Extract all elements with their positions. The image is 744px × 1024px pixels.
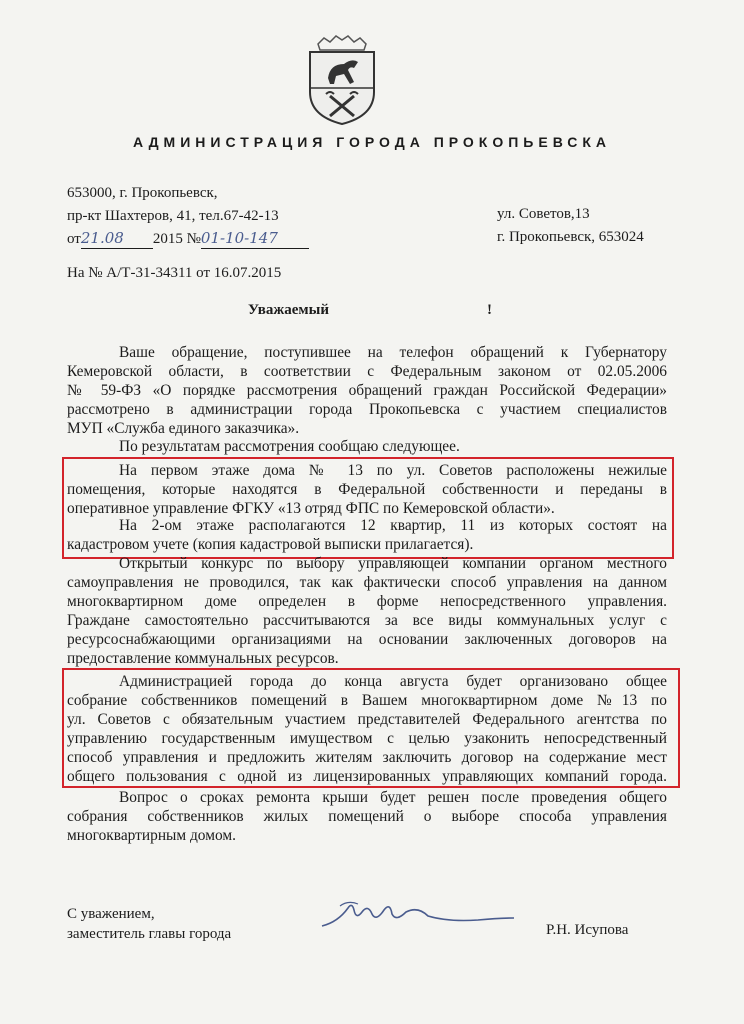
paragraph-3 [67,461,667,518]
text-line: самоуправления не проводился, так как фактически способ управления на данном [67,574,667,591]
outgoing-date-number [67,229,309,249]
organization-name: АДМИНИСТРАЦИЯ ГОРОДА ПРОКОПЬЕВСКА [132,134,612,150]
paragraph-6 [67,672,667,786]
signatory-name: Р.Н. Исупова [546,922,629,938]
text-line: помещения, которые находятся в Федеральной собственности и переданы в [67,481,667,498]
text-line: Граждане самостоятельно рассчитываются за все виды коммунальных услуг с [67,612,667,629]
text-line: ул. Советов с обязательным участием представителей Федерального агентства по [67,711,667,728]
city-crest-emblem [300,30,384,128]
paragraph-2: По результатам рассмотрения сообщаю следующее. [119,438,460,455]
closing-phrase: С уважением, [67,906,155,922]
greeting-word: Уважаемый [248,302,329,318]
number-handwritten-field [201,229,309,249]
text-line: Кемеровской области, в соответствии с Федеральным законом от 02.05.2006 [67,363,667,380]
text-line: Вопрос о сроках ремонта крыши будет решен после проведения общего [119,789,667,806]
paragraph-4 [67,516,667,554]
text-line: общего пользования с одной из лицензированных управляющих компаний города. [67,768,667,785]
text-line: способ управления и предложить жителям заключить договор на содержание мест [67,749,667,766]
date-handwritten: 21.08 [80,229,124,247]
text-line: управлению государственным имуществом с целью узаконить непосредственный [67,730,667,747]
text-line: предоставление коммунальных ресурсов. [67,650,339,667]
date-handwritten-field [81,229,153,249]
number-prefix: № [186,231,201,247]
text-line: № 59-ФЗ «О порядке рассмотрения обращений граждан Российской Федерации» [67,382,667,399]
text-line: На первом этаже дома № 13 по ул. Советов расположены нежилые [119,462,667,479]
greeting-mark: ! [487,302,492,318]
paragraph-5 [67,554,667,668]
text-line: собрания собственников жилых помещений о выборе способа управления [67,808,667,825]
text-line: На 2-ом этаже располагаются 12 квартир, 11 из которых состоят на [119,517,667,534]
paragraph-1 [67,343,667,438]
year: 2015 [152,231,183,247]
recipient-address-line1: ул. Советов,13 [497,206,590,222]
text-line: Открытый конкурс по выбору управляющей компании органом местного [119,555,667,572]
paragraph-7 [67,788,667,845]
recipient-address-line2: г. Прокопьевск, 653024 [497,229,644,245]
text-line: рассмотрено в администрации города Прокопьевска с участием специалистов [67,401,667,418]
sender-address-line1: 653000, г. Прокопьевск, [67,185,218,201]
sender-address-line2: пр-кт Шахтеров, 41, тел.67-42-13 [67,208,279,224]
handwritten-signature [318,896,518,936]
text-line: собрание собственников помещений в Вашем многоквартирном доме №13 по [67,692,667,709]
text-line: многоквартирном доме определен в форме непосредственного управления. [67,593,667,610]
number-handwritten: 01-10-147 [200,229,278,247]
signatory-position: заместитель главы города [67,926,232,942]
text-line: ресурсоснабжающими организациями на основании заключенных договоров на [67,631,667,648]
text-line: кадастровом учете (копия кадастровой выписки прилагается). [67,536,474,553]
text-line: МУП «Служба единого заказчика». [67,420,300,437]
text-line: оперативное управление ФГКУ «13 отряд ФПС по Кемеровской области». [67,500,555,517]
date-prefix: от [67,231,81,247]
text-line: Администрацией города до конца августа будет организовано общее [119,673,667,690]
reference-number: На № А/Т-31-34311 от 16.07.2015 [67,265,282,281]
text-line: многоквартирным домом. [67,827,236,844]
text-line: Ваше обращение, поступившее на телефон обращений к Губернатору [119,344,667,361]
